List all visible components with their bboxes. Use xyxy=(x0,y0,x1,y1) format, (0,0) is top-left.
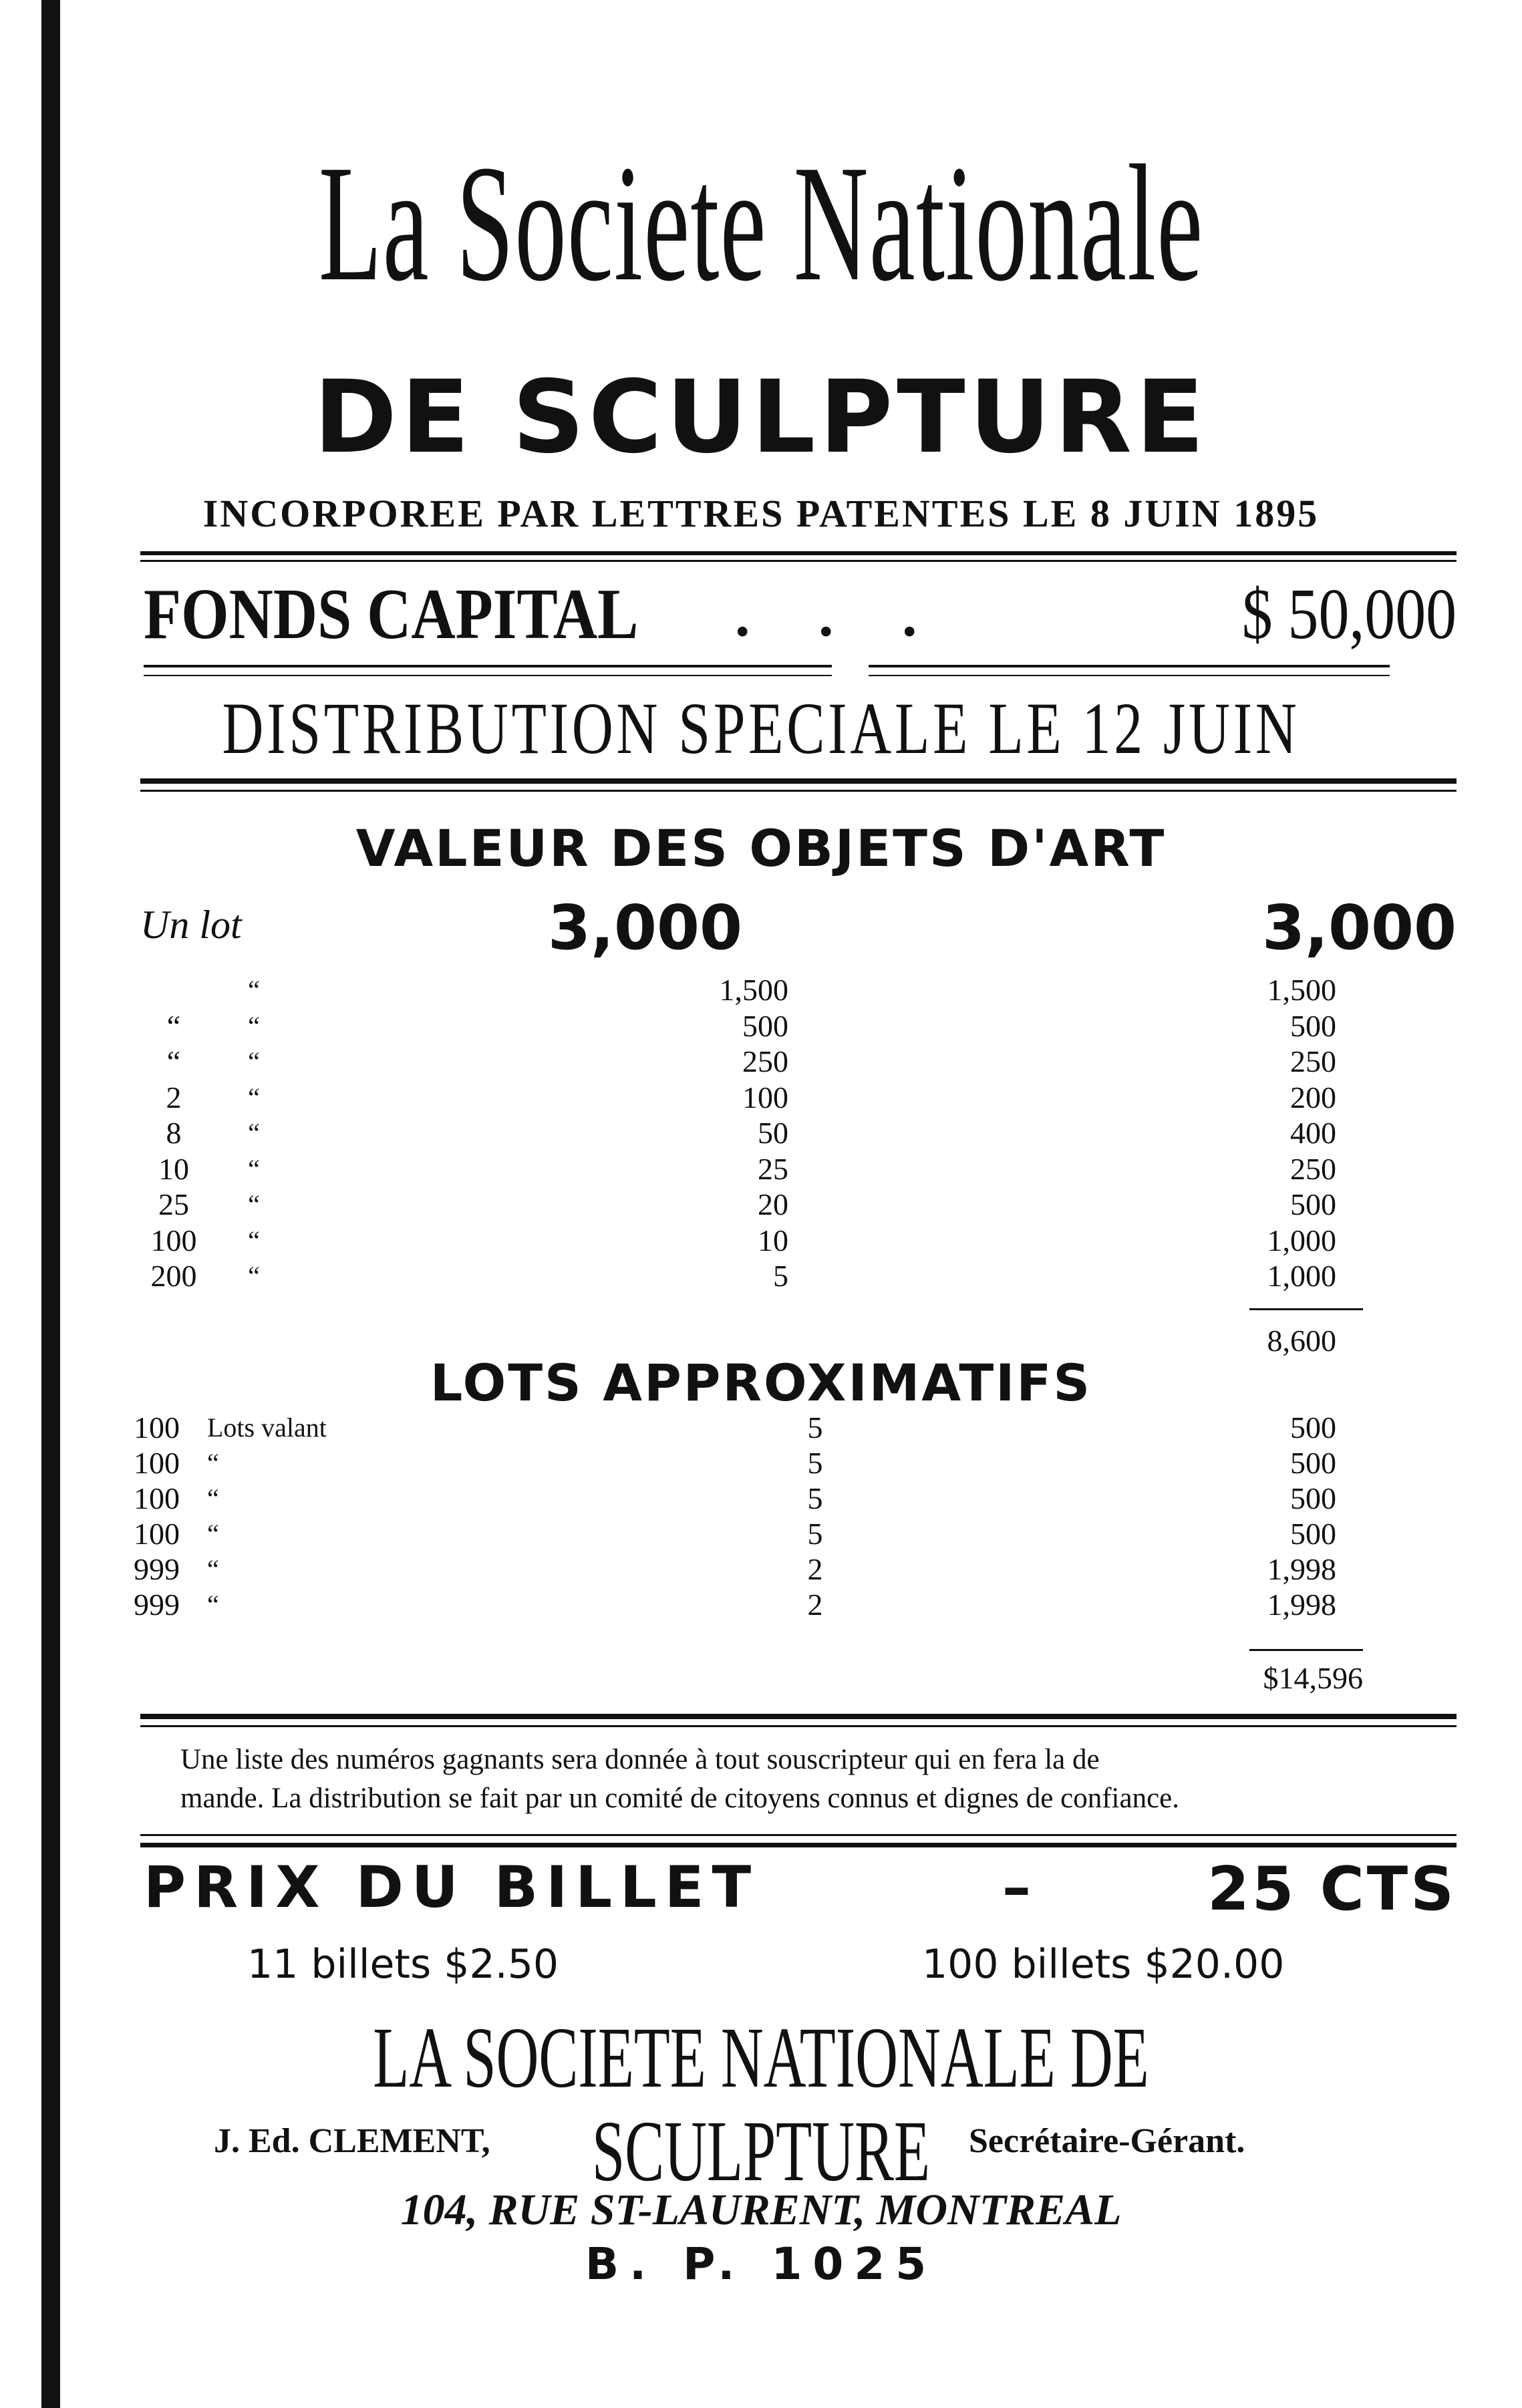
lot-value: 20 xyxy=(758,1187,788,1221)
approx-value: 5 xyxy=(807,1481,823,1515)
ditto-mark: “ xyxy=(248,1082,260,1112)
approx-label: “ xyxy=(207,1519,219,1549)
first-lot-total: 3,000 xyxy=(1261,892,1457,963)
incorporation-line: INCORPOREE PAR LETTRES PATENTES LE 8 JUIN 1895 xyxy=(202,492,1320,535)
capital-amount: $ 50,000 xyxy=(1241,575,1457,654)
approx-value: 5 xyxy=(807,1517,823,1551)
divider xyxy=(140,1834,1457,1836)
lot-value: 10 xyxy=(758,1223,788,1257)
notice-line-2: mande. La distribution se fait par un comité de citoyens connus et dignes de confiance. xyxy=(180,1783,1179,1814)
lot-value: 250 xyxy=(742,1044,788,1078)
secretary-role: Secrétaire-Gérant. xyxy=(969,2122,1245,2160)
valeur-subtotal: 8,600 xyxy=(1267,1324,1336,1358)
approx-quantity: 100 xyxy=(134,1517,180,1551)
approx-total: 500 xyxy=(1290,1517,1336,1551)
approx-quantity: 999 xyxy=(134,1588,180,1622)
masthead-title: La Societe Nationale xyxy=(318,131,1204,316)
divider xyxy=(140,1843,1457,1847)
ditto-mark: “ xyxy=(248,1189,260,1219)
ditto-mark: “ xyxy=(248,1046,260,1076)
approx-label: “ xyxy=(207,1554,219,1584)
approx-quantity: 100 xyxy=(134,1481,180,1515)
ditto-mark: “ xyxy=(248,1118,260,1148)
approx-value: 2 xyxy=(807,1588,823,1622)
lot-quantity: 8 xyxy=(166,1116,182,1150)
offer-eleven: 11 billets $2.50 xyxy=(247,1941,559,1988)
offer-hundred: 100 billets $20.00 xyxy=(922,1941,1285,1988)
distribution-heading: DISTRIBUTION SPECIALE LE 12 JUIN xyxy=(222,688,1300,769)
lot-total: 1,000 xyxy=(1267,1223,1336,1257)
lot-value: 25 xyxy=(758,1152,788,1186)
divider xyxy=(140,790,1457,792)
ticket-dash: – xyxy=(1002,1854,1031,1921)
approx-value: 5 xyxy=(807,1446,823,1480)
notice xyxy=(180,1741,1450,1818)
approx-value: 2 xyxy=(807,1552,823,1586)
lot-total: 250 xyxy=(1290,1044,1336,1078)
lot-total: 500 xyxy=(1290,1187,1336,1221)
approx-value: 5 xyxy=(807,1410,823,1445)
lot-value: 500 xyxy=(742,1009,788,1043)
ditto-mark: “ xyxy=(248,975,260,1005)
first-lot-label: Un lot xyxy=(140,903,242,947)
ditto-mark: “ xyxy=(248,1154,260,1184)
footer-society-wrap xyxy=(0,2011,1522,2198)
divider xyxy=(140,1725,1457,1727)
divider xyxy=(144,675,832,676)
lot-quantity: “ xyxy=(166,1044,181,1078)
divider xyxy=(144,665,832,667)
lot-total: 500 xyxy=(1290,1009,1336,1043)
lot-quantity: 100 xyxy=(150,1223,197,1257)
divider xyxy=(869,675,1390,676)
lot-quantity xyxy=(134,972,214,1008)
valeur-heading: VALEUR DES OBJETS D'ART xyxy=(355,818,1167,878)
approx-total: 1,998 xyxy=(1267,1552,1336,1586)
approx-quantity: 100 xyxy=(134,1410,180,1445)
lot-value: 50 xyxy=(758,1116,788,1150)
divider xyxy=(869,665,1390,667)
grand-total: $14,596 xyxy=(1263,1661,1363,1695)
approx-label: Lots valant xyxy=(207,1412,327,1443)
divider xyxy=(140,551,1457,555)
lot-quantity: “ xyxy=(166,1009,181,1043)
capital-row xyxy=(144,575,726,655)
lot-quantity: 200 xyxy=(150,1259,197,1293)
divider xyxy=(140,778,1457,784)
ditto-mark: “ xyxy=(248,1011,260,1041)
ditto-mark: “ xyxy=(248,1261,260,1291)
footer-box: B. P. 1025 xyxy=(585,2238,937,2290)
footer-society: LA SOCIETE NATIONALE DE SCULPTURE xyxy=(373,2010,1149,2200)
approx-label: “ xyxy=(207,1483,219,1513)
approx-label: “ xyxy=(207,1590,219,1620)
footer-address: 104, RUE ST-LAURENT, MONTREAL xyxy=(400,2186,1122,2234)
capital-label: FONDS CAPITAL xyxy=(144,575,639,654)
masthead-subtitle: DE SCULPTURE xyxy=(313,359,1209,476)
ticket-price: 25 CTS xyxy=(1207,1854,1457,1924)
ditto-mark: “ xyxy=(248,1225,260,1255)
notice-line-1: Une liste des numéros gagnants sera donnée à tout souscripteur qui en fera la de xyxy=(180,1744,1100,1775)
approx-total: 1,998 xyxy=(1267,1588,1336,1622)
divider xyxy=(140,560,1457,562)
subtotal-rule xyxy=(1249,1308,1363,1310)
approx-total: 500 xyxy=(1290,1410,1336,1445)
approx-quantity: 999 xyxy=(134,1552,180,1586)
distribution-wrap xyxy=(0,688,1522,768)
lot-total: 250 xyxy=(1290,1152,1336,1186)
approx-quantity: 100 xyxy=(134,1446,180,1480)
approx-label: “ xyxy=(207,1448,219,1478)
lot-total: 1,500 xyxy=(1267,973,1336,1007)
approx-total: 500 xyxy=(1290,1446,1336,1480)
lot-value: 100 xyxy=(742,1080,788,1114)
lot-quantity: 2 xyxy=(166,1080,182,1114)
lot-total: 200 xyxy=(1290,1080,1336,1114)
total-rule xyxy=(1249,1649,1363,1651)
capital-dots: . . . xyxy=(735,583,944,649)
lot-quantity: 25 xyxy=(158,1187,189,1221)
approx-total: 500 xyxy=(1290,1481,1336,1515)
lot-total: 400 xyxy=(1290,1116,1336,1150)
lot-total: 1,000 xyxy=(1267,1259,1336,1293)
ticket-label: PRIX DU BILLET xyxy=(144,1854,760,1921)
lot-value: 1,500 xyxy=(719,973,788,1007)
first-lot-value: 3,000 xyxy=(548,892,743,963)
divider xyxy=(140,1714,1457,1719)
capital-amount-wrap xyxy=(1163,575,1457,655)
masthead-title-wrap xyxy=(0,131,1522,316)
approx-heading: LOTS APPROXIMATIFS xyxy=(430,1353,1092,1412)
lot-quantity: 10 xyxy=(158,1152,189,1186)
secretary-name: J. Ed. CLEMENT, xyxy=(214,2122,490,2160)
lot-value: 5 xyxy=(773,1259,788,1293)
